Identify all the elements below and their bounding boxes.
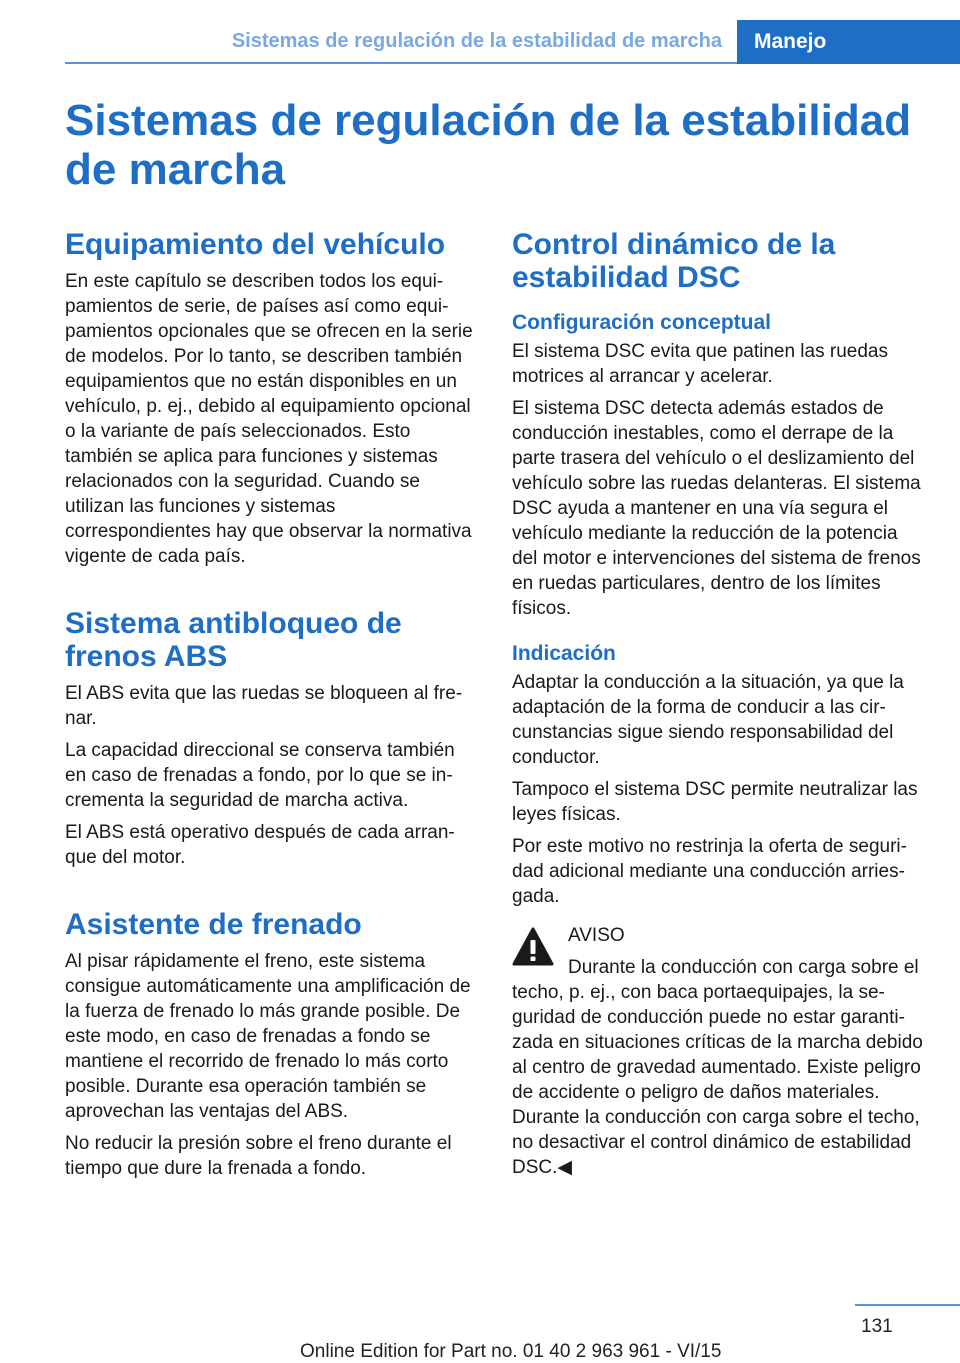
paragraph-concept-1: El sistema DSC evita que patinen las ruedas motrices al arrancar y acelerar.	[512, 341, 888, 387]
paragraph-abs-2: La capacidad direccional se conserva también en caso de frenadas a fondo, por lo que se incrementa la seguridad de marcha activa.	[65, 740, 455, 811]
left-column	[65, 228, 477, 1188]
paragraph-concept-2: El sistema DSC detecta además estados de conducción inestables, como el derrape de la parte trasera del vehículo o el deslizamiento del vehículo sobre las ruedas delanteras. El sistema DSC ayuda a mantener en una vía segura el vehículo mediante la reducción de la potencia del motor e intervenciones del sistema de frenos en ruedas particulares, dentro de los límites físicos.	[512, 398, 921, 619]
paragraph-abs-3: El ABS está operativo después de cada arranque del motor.	[65, 822, 455, 868]
warning-label: AVISO	[568, 925, 625, 946]
footer-rule	[855, 1304, 960, 1306]
page-number: 131	[861, 1316, 893, 1337]
paragraph-note-2: Tampoco el sistema DSC permite neutralizar las leyes físicas.	[512, 779, 918, 825]
heading-abs: Sistema antibloqueo de frenos ABS	[65, 607, 402, 673]
paragraph-note-1: Adaptar la conducción a la situación, ya que la adaptación de la forma de conducir a las circunstancias sigue siendo responsabilidad del conductor.	[512, 672, 904, 768]
footer-edition: Online Edition for Part no. 01 40 2 963 961 - VI/15	[300, 1341, 722, 1362]
paragraph-brake-1: Al pisar rápidamente el freno, este sistema consigue automáticamente una amplificación de la fuerza de frenado lo más grande posible. De este modo, en caso de frenadas a fondo se mantiene el recorrido de frenado lo más corto posible. Durante esa operación también se aprovechan las ventajas del ABS.	[65, 951, 471, 1122]
heading-dsc: Control dinámico de la estabilidad DSC	[512, 228, 836, 294]
warning-triangle-icon	[512, 927, 554, 967]
heading-vehicle-equipment: Equipamiento del vehículo	[65, 228, 446, 261]
warning-text: Durante la conducción con carga sobre el techo, p. ej., con baca portaequipajes, la seguridad de conducción puede no estar garantizada en situaciones críticas de la marcha debido al centro de gravedad aumentado. Existe peligro de accidente o peligro de daños materiales. Durante la conducción con carga sobre el techo, no desactivar el control dinámico de estabilidad DSC.◀	[512, 957, 923, 1178]
heading-note: Indicación	[512, 642, 616, 665]
warning-box	[512, 923, 924, 1180]
paragraph-equipment: En este capítulo se describen todos los equipamientos de serie, de países así como equipamientos opcionales que se ofrecen en la serie de modelos. Por lo tanto, se describen también equipamientos que no están disponibles en un vehículo, p. ej., debido al equipamiento opcional o la variante de país seleccionados. Esto también se aplica para funciones y sistemas relacionados con la seguridad. Cuando se utilizan las funciones y sistemas correspondientes hay que observar la normativa vigente de cada país.	[65, 271, 473, 567]
paragraph-note-3: Por este motivo no restrinja la oferta de seguridad adicional mediante una conducción arriesgada.	[512, 836, 907, 907]
paragraph-brake-2: No reducir la presión sobre el freno durante el tiempo que dure la frenada a fondo.	[65, 1133, 452, 1179]
paragraph-abs-1: El ABS evita que las ruedas se bloqueen al frenar.	[65, 683, 463, 729]
right-column	[512, 228, 924, 1180]
heading-brake-assistant: Asistente de frenado	[65, 908, 362, 941]
header-section-title: Sistemas de regulación de la estabilidad de marcha	[231, 30, 722, 52]
heading-concept: Configuración conceptual	[512, 311, 772, 334]
page-title: Sistemas de regulación de la estabilidad de marcha	[65, 96, 912, 194]
header-chapter-tab: Manejo	[737, 20, 960, 64]
